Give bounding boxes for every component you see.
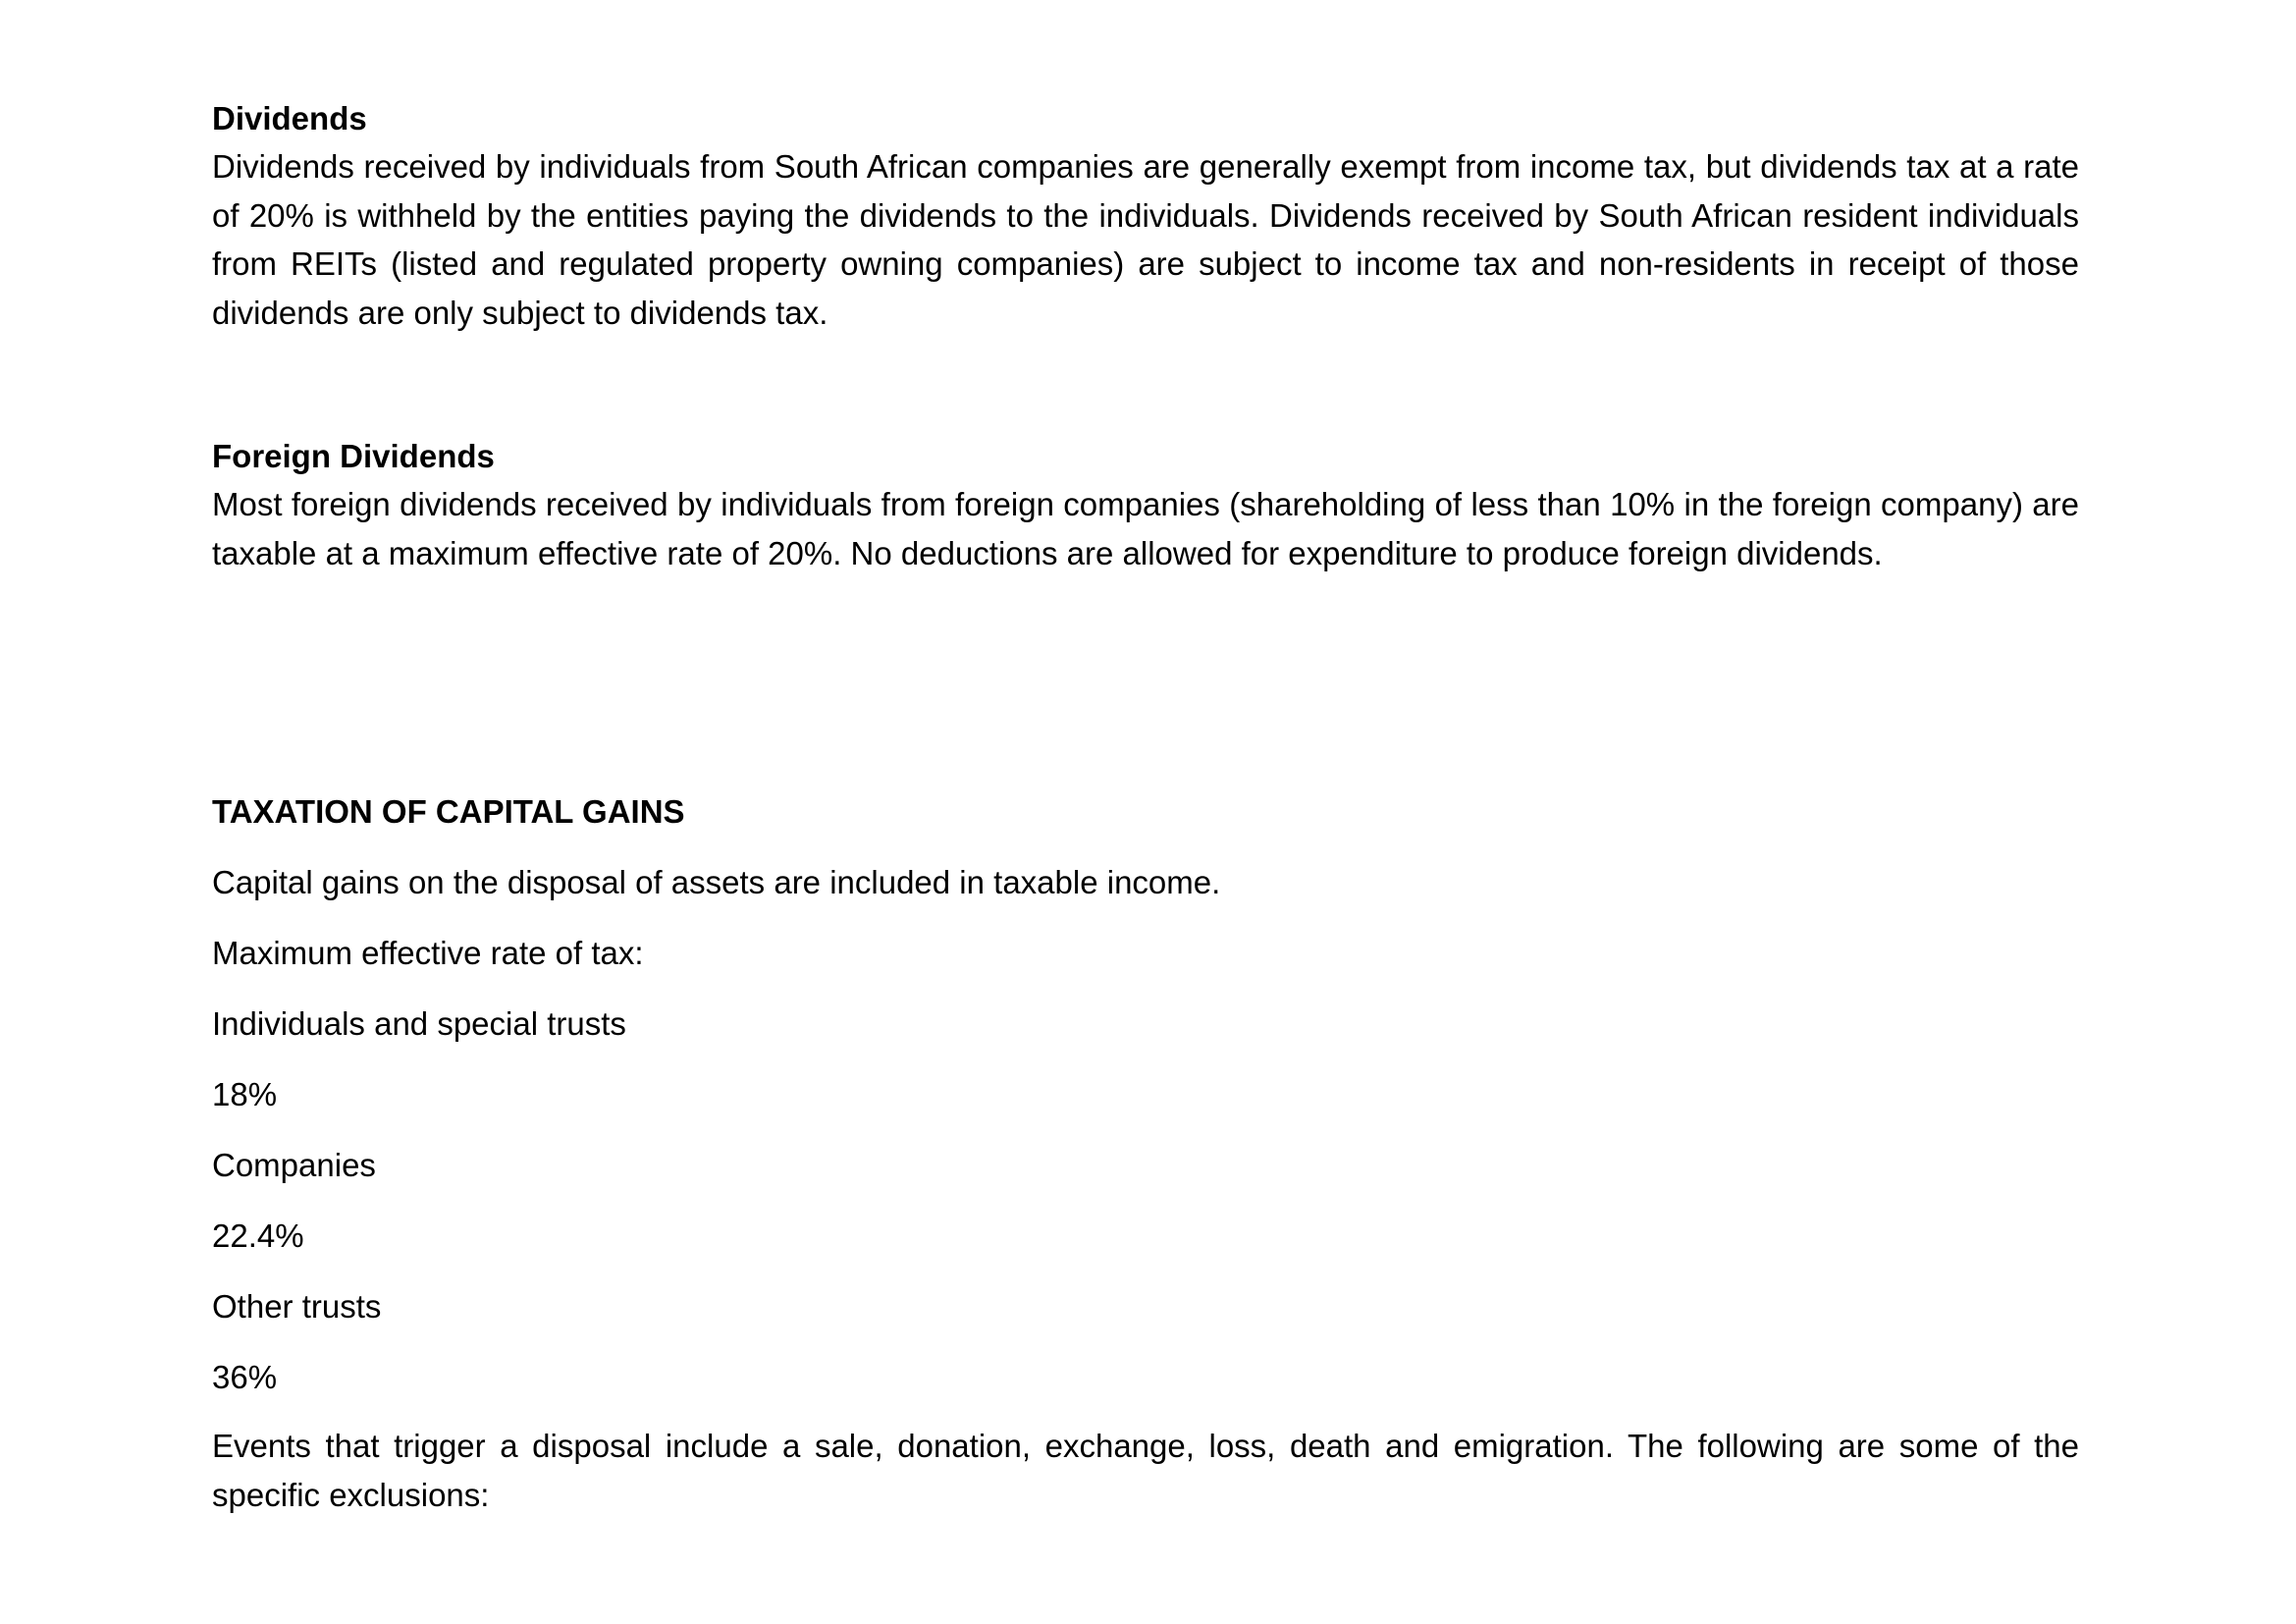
max-rate-label: Maximum effective rate of tax:: [212, 935, 644, 971]
capital-gains-intro: Capital gains on the disposal of assets are included in taxable income.: [212, 864, 1221, 900]
rate-value-individuals: 18%: [212, 1076, 278, 1112]
disposal-events-block: [212, 1422, 2079, 1519]
foreign-dividends-paragraph: Most foreign dividends received by individuals from foreign companies (shareholding of less than 10% in the foreign company) are taxable at a maximum effective rate of 20%. No deductions are allowed for expenditure to produce foreign dividends.: [212, 486, 2079, 571]
dividends-heading: Dividends: [212, 100, 367, 136]
dividends-paragraph: Dividends received by individuals from South African companies are generally exempt from income tax, but dividends tax at a rate of 20% is withheld by the entities paying the dividends to the individuals. Dividends received by South African resident individuals from REITs (listed and regulated property owning companies) are subject to income tax and non-residents in receipt of those dividends are only subject to dividends tax.: [212, 148, 2079, 331]
foreign-dividends-heading: Foreign Dividends: [212, 438, 495, 474]
rate-value-companies: 22.4%: [212, 1218, 304, 1254]
rate-label-individuals: Individuals and special trusts: [212, 1005, 626, 1042]
foreign-dividends-section: [212, 432, 2079, 577]
dividends-section: [212, 94, 2079, 337]
disposal-events-paragraph: Events that trigger a disposal include a sale, donation, exchange, loss, death and emigration. The following are some of the specific exclusions:: [212, 1428, 2079, 1513]
capital-gains-heading: TAXATION OF CAPITAL GAINS: [212, 793, 685, 830]
rate-value-other-trusts: 36%: [212, 1359, 278, 1395]
rate-label-companies: Companies: [212, 1147, 376, 1183]
rate-label-other-trusts: Other trusts: [212, 1288, 382, 1325]
